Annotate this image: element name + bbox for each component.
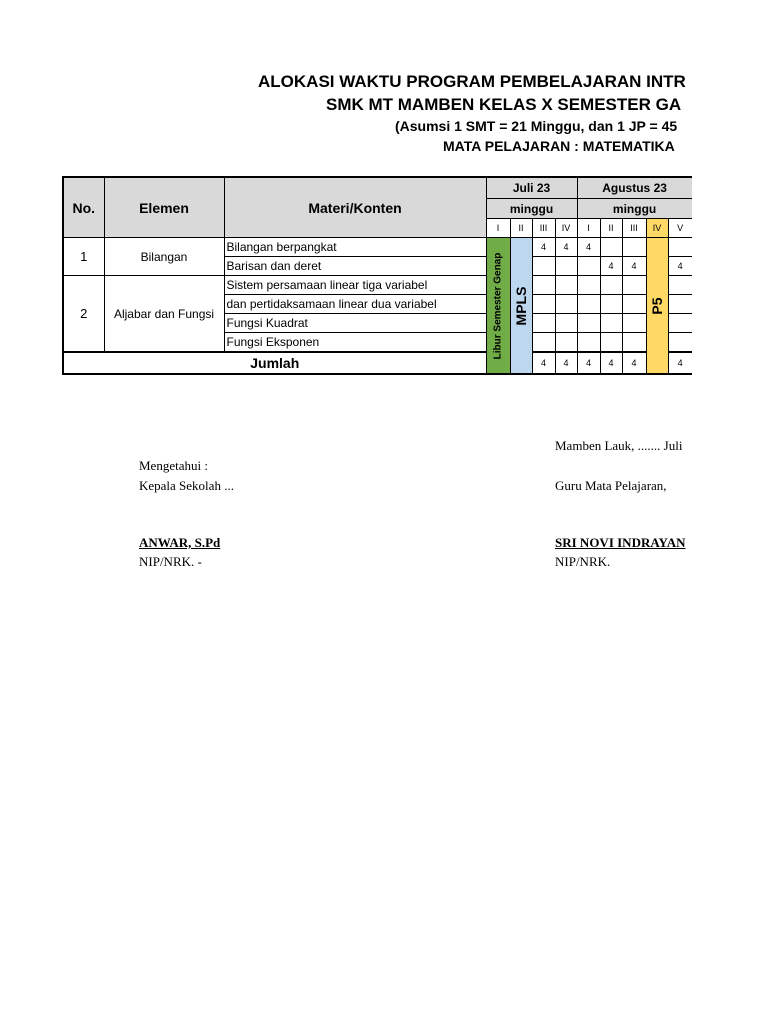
jp-cell bbox=[600, 333, 622, 353]
jp-cell: 4 bbox=[555, 238, 577, 257]
title-assumption: (Asumsi 1 SMT = 21 Minggu, dan 1 JP = 45 bbox=[395, 118, 678, 134]
row-number: 2 bbox=[63, 276, 104, 353]
jp-cell bbox=[600, 238, 622, 257]
week-label: III bbox=[532, 219, 555, 238]
row-materi: Bilangan berpangkat bbox=[224, 238, 486, 257]
row-materi: Fungsi Eksponen bbox=[224, 333, 486, 353]
header-no: No. bbox=[63, 177, 104, 238]
libur-semester-label: Libur Semester Genap bbox=[492, 252, 504, 359]
total-row bbox=[63, 352, 692, 374]
week-label-highlighted: IV bbox=[646, 219, 668, 238]
title-line-2: SMK MT MAMBEN KELAS X SEMESTER GA bbox=[326, 95, 682, 114]
principal-nip: NIP/NRK. - bbox=[139, 554, 202, 569]
jp-cell bbox=[555, 333, 577, 353]
jp-cell bbox=[555, 276, 577, 295]
row-materi: dan pertidaksamaan linear dua variabel bbox=[224, 295, 486, 314]
week-label: III bbox=[622, 219, 646, 238]
jp-cell bbox=[622, 276, 646, 295]
allocation-table bbox=[62, 176, 692, 375]
row-materi: Fungsi Kuadrat bbox=[224, 314, 486, 333]
jp-cell bbox=[668, 333, 692, 353]
jp-cell bbox=[555, 257, 577, 276]
jp-cell bbox=[532, 314, 555, 333]
jp-cell: 4 bbox=[668, 257, 692, 276]
jp-cell bbox=[600, 295, 622, 314]
total-cell: 4 bbox=[668, 352, 692, 374]
jp-cell bbox=[532, 295, 555, 314]
row-number: 1 bbox=[63, 238, 104, 276]
allocation-table-wrapper bbox=[62, 176, 692, 380]
week-label: I bbox=[486, 219, 510, 238]
jp-cell bbox=[555, 295, 577, 314]
row-elemen: Aljabar dan Fungsi bbox=[104, 276, 224, 353]
header-month-agustus: Agustus 23 bbox=[577, 177, 692, 199]
libur-semester-column bbox=[486, 238, 510, 375]
acknowledged-label: Mengetahui : bbox=[139, 458, 208, 473]
principal-title: Kepala Sekolah ... bbox=[139, 478, 234, 493]
week-label: IV bbox=[555, 219, 577, 238]
jp-cell bbox=[622, 333, 646, 353]
place-date: Mamben Lauk, ....... Juli bbox=[555, 438, 683, 453]
total-cell: 4 bbox=[532, 352, 555, 374]
total-cell: 4 bbox=[577, 352, 600, 374]
jp-cell bbox=[668, 238, 692, 257]
header-minggu-agustus: minggu bbox=[577, 199, 692, 219]
table-row bbox=[63, 276, 692, 295]
jp-cell bbox=[668, 295, 692, 314]
jp-cell bbox=[555, 314, 577, 333]
jp-cell: 4 bbox=[600, 257, 622, 276]
jp-cell bbox=[577, 314, 600, 333]
header-elemen: Elemen bbox=[104, 177, 224, 238]
total-label: Jumlah bbox=[63, 352, 486, 374]
mpls-column bbox=[510, 238, 532, 375]
jp-cell bbox=[668, 276, 692, 295]
row-materi: Barisan dan deret bbox=[224, 257, 486, 276]
header-minggu-juli: minggu bbox=[486, 199, 577, 219]
jp-cell: 4 bbox=[622, 257, 646, 276]
teacher-title: Guru Mata Pelajaran, bbox=[555, 478, 667, 493]
jp-cell bbox=[577, 257, 600, 276]
jp-cell bbox=[532, 257, 555, 276]
jp-cell: 4 bbox=[577, 238, 600, 257]
total-cell: 4 bbox=[555, 352, 577, 374]
row-elemen: Bilangan bbox=[104, 238, 224, 276]
row-materi: Sistem persamaan linear tiga variabel bbox=[224, 276, 486, 295]
header-month-juli: Juli 23 bbox=[486, 177, 577, 199]
jp-cell bbox=[577, 295, 600, 314]
table-row bbox=[63, 238, 692, 257]
jp-cell bbox=[622, 295, 646, 314]
title-line-1: ALOKASI WAKTU PROGRAM PEMBELAJARAN INTR bbox=[258, 72, 686, 91]
jp-cell bbox=[600, 314, 622, 333]
week-label: II bbox=[510, 219, 532, 238]
title-subject: MATA PELAJARAN : MATEMATIKA bbox=[443, 138, 675, 154]
p5-column bbox=[646, 238, 668, 375]
week-label: II bbox=[600, 219, 622, 238]
jp-cell bbox=[600, 276, 622, 295]
document-header bbox=[0, 0, 768, 160]
jp-cell bbox=[622, 314, 646, 333]
teacher-nip: NIP/NRK. bbox=[555, 554, 611, 569]
week-label: V bbox=[668, 219, 692, 238]
jp-cell bbox=[577, 333, 600, 353]
week-label: I bbox=[577, 219, 600, 238]
principal-name: ANWAR, S.Pd bbox=[139, 535, 221, 550]
total-cell: 4 bbox=[600, 352, 622, 374]
total-cell: 4 bbox=[622, 352, 646, 374]
jp-cell bbox=[577, 276, 600, 295]
jp-cell bbox=[532, 333, 555, 353]
jp-cell: 4 bbox=[532, 238, 555, 257]
p5-label: P5 bbox=[649, 296, 666, 315]
jp-cell bbox=[668, 314, 692, 333]
header-materi: Materi/Konten bbox=[224, 177, 486, 238]
teacher-name: SRI NOVI INDRAYAN bbox=[555, 535, 686, 550]
jp-cell bbox=[622, 238, 646, 257]
mpls-label: MPLS bbox=[513, 286, 529, 325]
jp-cell bbox=[532, 276, 555, 295]
